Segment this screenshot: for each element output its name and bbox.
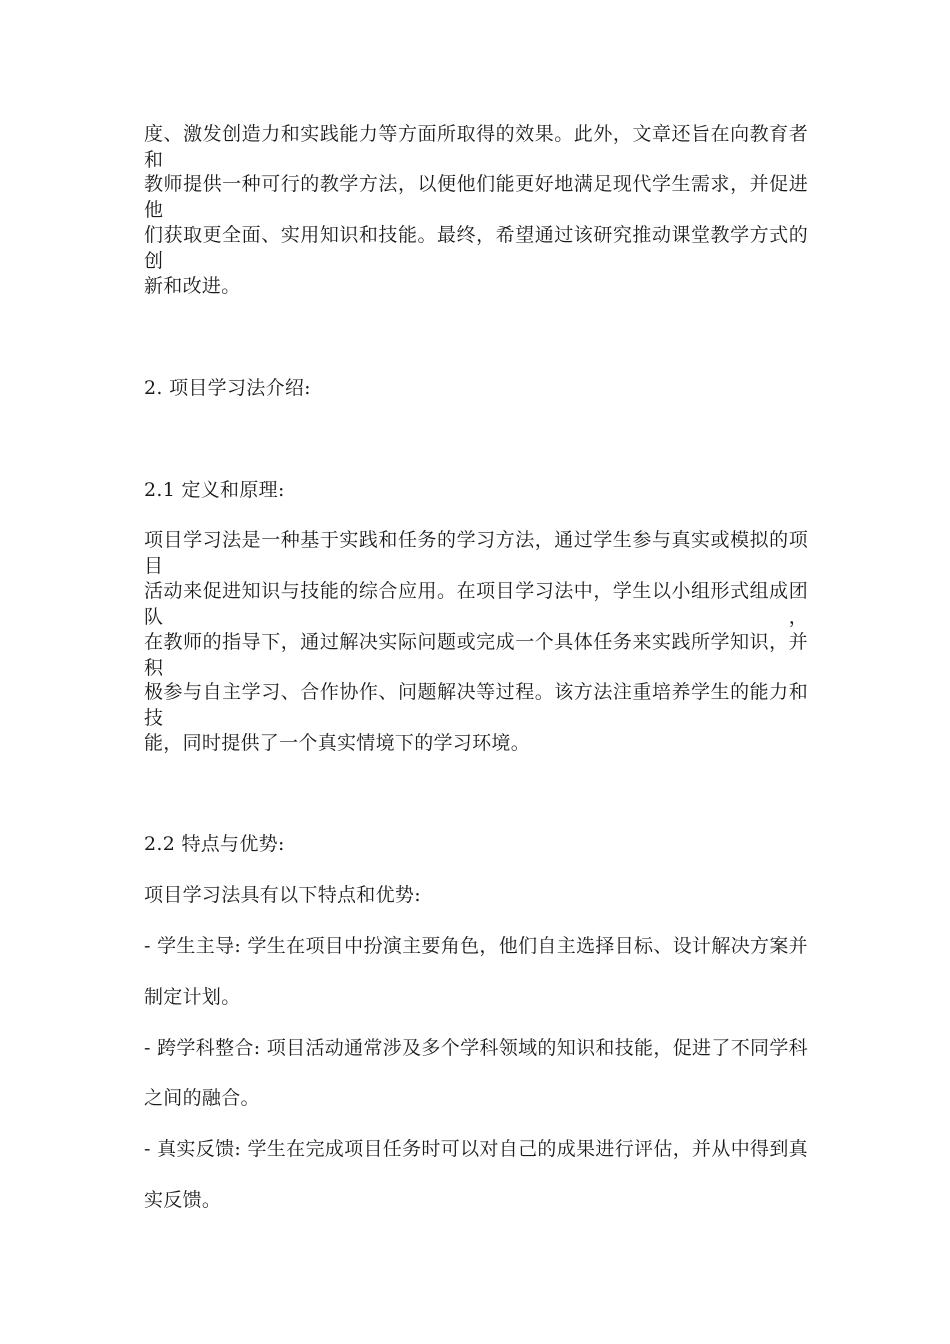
paragraph-line: 能，同时提供了一个真实情境下的学习环境。: [144, 732, 531, 754]
paragraph-line: 们获取更全面、实用知识和技能。最终，希望通过该研究推动课堂教学方式的创: [144, 224, 808, 272]
list-item-line: - 跨学科整合: 项目活动通常涉及多个学科领域的知识和技能，促进了不同学科: [144, 1037, 808, 1059]
subsection-heading: 2.1 定义和原理:: [144, 479, 285, 501]
paragraph-line: 项目学习法具有以下特点和优势:: [144, 884, 421, 906]
paragraph-line: 新和改进。: [144, 275, 241, 297]
paragraph-line: 项目学习法是一种基于实践和任务的学习方法，通过学生参与真实或模拟的项目: [144, 529, 808, 577]
paragraph-line: 活动来促进知识与技能的综合应用。在项目学习法中，学生以小组形式组成团队，: [144, 580, 808, 628]
list-item-line: 制定计划。: [144, 986, 241, 1008]
list-item-line: 实反馈。: [144, 1189, 222, 1211]
list-item-line: - 学生主导: 学生在项目中扮演主要角色，他们自主选择目标、设计解决方案并: [144, 935, 808, 957]
section-heading: 2. 项目学习法介绍:: [144, 377, 311, 399]
list-item-line: 之间的融合。: [144, 1087, 260, 1109]
list-item-line: - 真实反馈: 学生在完成项目任务时可以对自己的成果进行评估，并从中得到真: [144, 1138, 808, 1160]
paragraph-line: 教师提供一种可行的教学方法，以便他们能更好地满足现代学生需求，并促进他: [144, 173, 808, 221]
paragraph-line: 极参与自主学习、合作协作、问题解决等过程。该方法注重培养学生的能力和技: [144, 681, 808, 729]
paragraph-line: 在教师的指导下，通过解决实际问题或完成一个具体任务来实践所学知识，并积: [144, 631, 808, 679]
subsection-heading: 2.2 特点与优势:: [144, 833, 285, 855]
paragraph-line: 度、激发创造力和实践能力等方面所取得的效果。此外，文章还旨在向教育者和: [144, 123, 808, 171]
